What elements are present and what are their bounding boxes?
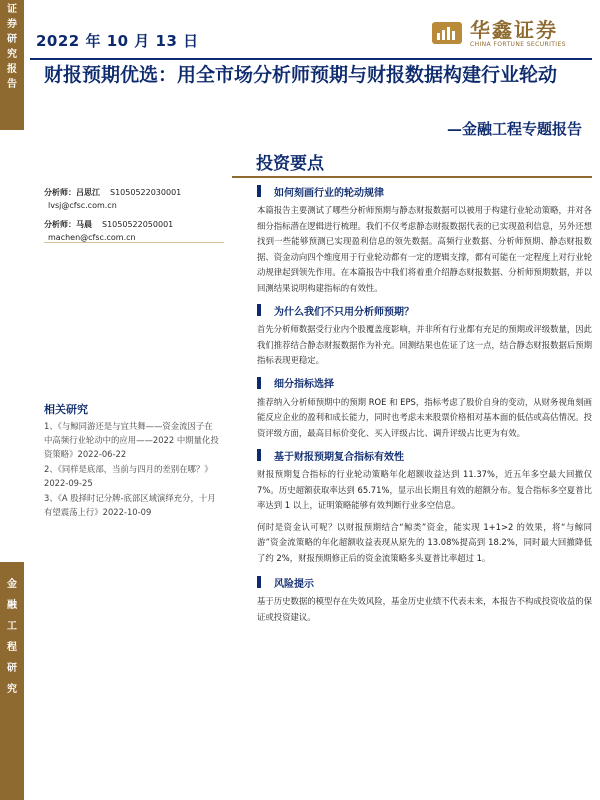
header-divider	[30, 58, 592, 60]
related-research-item[interactable]: 1、《与鲸同游还是与宜共舞——资金流因子在中高频行业轮动中的应用——2022 中期量化投资策略》2022-06-22	[44, 421, 219, 459]
report-subtitle: —金融工程专题报告	[446, 120, 582, 138]
company-logo	[432, 14, 592, 54]
side-char: 程	[7, 642, 17, 653]
section-paragraph: 基于历史数据的模型存在失效风险，基金历史业绩不代表未来，本报告不构成投资收益的保证或投资建议。	[257, 596, 592, 622]
section-heading	[257, 302, 592, 318]
side-char: 究	[7, 684, 17, 695]
investment-highlights	[257, 183, 592, 631]
section-title: 细分指标选择	[274, 379, 334, 390]
section-marker	[257, 185, 261, 197]
analyst	[44, 218, 220, 244]
side-char: 券	[7, 19, 17, 30]
section-paragraph: 推荐纳入分析师预期中的预期 ROE 和 EPS，指标考虑了股价自身的变动，从财务视角刻画能反应企业的盈利和成长能力，同时也考虑未来股票价格相对基本面的低估或高估情况。投资评级方面，最高目标价变化、买入评级占比、调升评级占比更为有效。	[257, 396, 592, 438]
analyst-name: 分析师：马晨	[44, 220, 92, 229]
analyst-email[interactable]: machen@cfsc.com.cn	[48, 233, 136, 242]
section-title: 为什么我们不只用分析师预期？	[274, 306, 414, 318]
logo-bars-icon	[432, 22, 462, 44]
section-title: 如何刻画行业的轮动规律	[274, 187, 384, 199]
side-char: 究	[7, 49, 17, 60]
report-date: 2022 年 10 月 13 日	[36, 32, 199, 50]
related-research-item[interactable]: 2、《同样是底部，当前与四月的差别在哪？》2022-09-25	[44, 464, 213, 488]
section-title: 风险提示	[274, 578, 314, 590]
side-char: 证	[7, 4, 17, 15]
side-char: 工	[7, 621, 17, 632]
analyst-name: 分析师：吕思江	[44, 188, 100, 197]
side-char: 报	[7, 64, 17, 75]
related-research-heading: 相关研究	[44, 403, 88, 416]
side-char: 融	[7, 600, 17, 611]
analyst-code: S1050522030001	[110, 188, 182, 197]
section-marker	[257, 304, 261, 316]
side-char: 告	[7, 79, 17, 90]
logo-name-cn: 华鑫证券	[470, 18, 558, 42]
related-research-item[interactable]: 3、《A 股择时记分牌-底部区域演绎充分，十月有望震荡上行》2022-10-09	[44, 493, 216, 517]
section-heading	[257, 447, 592, 463]
investment-highlights-divider	[232, 176, 592, 178]
side-char: 研	[7, 34, 17, 45]
logo-name-en: CHINA FORTUNE SECURITIES	[470, 41, 566, 48]
analyst-block	[44, 186, 220, 250]
section-heading	[257, 183, 592, 199]
section-heading	[257, 375, 592, 391]
analyst-email[interactable]: lvsj@cfsc.com.cn	[48, 201, 117, 210]
side-char: 金	[7, 579, 17, 590]
report-title: 财报预期优选：用全市场分析师预期与财报数据构建行业轮动	[44, 64, 558, 86]
section-paragraph: 何时是资金认可呢？以财报预期结合“鲸类”资金，能实现 1+1>2 的效果，将“与鲸同游”资金流策略的年化超额收益表现从原先的 13.08%提高到 18.2%，同时最大回撤降低了约 2%，财报预期修正后的资金流策略多头夏普比率超过 1。	[257, 521, 592, 563]
side-char: 研	[7, 663, 17, 674]
side-label-research-report	[0, 0, 24, 130]
section-heading	[257, 574, 592, 590]
section-marker	[257, 449, 261, 461]
analyst-code: S1050522050001	[102, 220, 174, 229]
section-marker	[257, 576, 261, 588]
section-title: 基于财报预期复合指标有效性	[274, 451, 404, 463]
analyst-divider	[44, 242, 224, 243]
side-label-financial-engineering	[0, 562, 24, 800]
investment-highlights-heading: 投资要点	[256, 154, 324, 174]
section-paragraph: 本篇报告主要测试了哪些分析师预期与静态财报数据可以被用于构建行业轮动策略，并对各细分指标潜在逻辑进行梳理。我们不仅考虑静态财报数据代表的已实现盈利信息，另外还想找到一些能够预测已实现盈利信息的领先数据。高频行业数据、分析师预期、静态财报数据、资金动向四个维度用于行业轮动都有一定的逻辑支撑，都有可能在一定程度上对行业轮动规律起到领先作用。在本篇报告中我们将着重介绍静态财报数据、分析师预期数据，并以回测结果说明构建指标的有效性。	[257, 205, 592, 293]
section-paragraph: 财报预期复合指标的行业轮动策略年化超额收益达到 11.37%，近五年多空最大回撤仅 7%。历史超额获取率达到 65.71%，显示出长期且有效的超额分布。复合指标多空夏普比率达到 1 以上，证明策略能够有效判断行业多空信息。	[257, 469, 592, 510]
section-paragraph: 首先分析师数据受行业内个股覆盖度影响，并非所有行业都有充足的预期或评级数量，因此我们推荐结合静态财报数据作为补充。回测结果也佐证了这一点，结合静态财报数据后预期指标表现更稳定。	[257, 324, 592, 365]
related-research	[44, 403, 220, 520]
analyst	[44, 186, 220, 212]
section-marker	[257, 377, 261, 389]
